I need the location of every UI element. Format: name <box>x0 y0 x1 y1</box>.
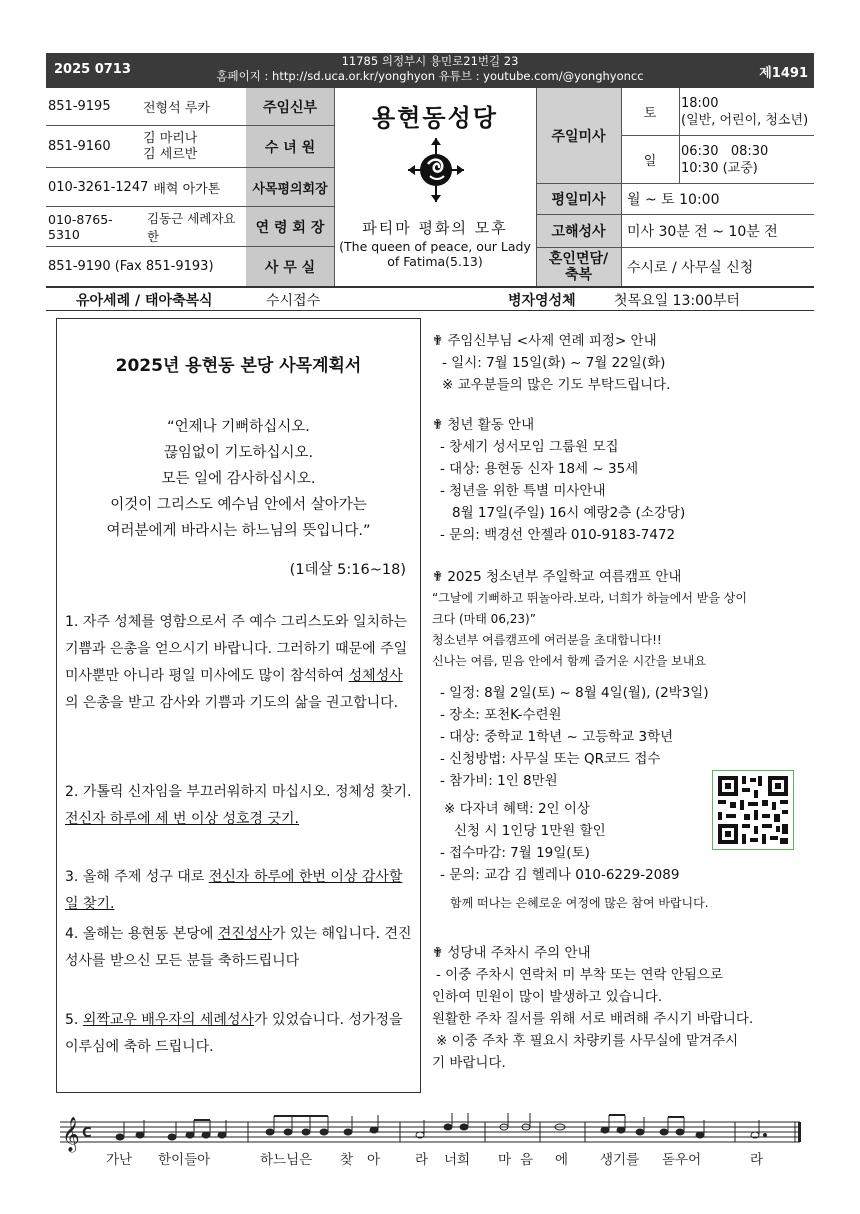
contact-phone: 851-9195 <box>48 99 111 114</box>
contact-row <box>46 247 246 286</box>
plan-item <box>65 921 415 975</box>
item-number: 3. <box>65 869 79 885</box>
notice-line: 원활한 주차 질서를 위해 서로 배려해 주시기 바랍니다. <box>432 1011 754 1027</box>
quote-line: “언제나 기뻐하십시오. <box>167 419 310 435</box>
notice-line: ※ 이중 주차 후 필요시 차량키를 사무실에 맡겨주시 <box>436 1033 739 1049</box>
divider <box>679 88 680 184</box>
saturday-label: 토 <box>621 88 679 136</box>
item-text: 가톨릭 신자임을 부끄러워하지 마십시오. 정체성 찾기. <box>82 784 412 800</box>
notice-line: - 청년을 위한 특별 미사안내 <box>440 483 606 499</box>
lyric: 너희 <box>444 1152 471 1168</box>
sunday-mass-time: 06:30 08:30 10:30 (교중) <box>679 136 814 184</box>
lyric: 에 <box>555 1152 569 1168</box>
notice-intro: “그날에 기뻐하고 뛰놀아라.보라, 너희가 하늘에서 받을 상이 <box>432 591 747 605</box>
notice-line: - 장소: 포천K-수련원 <box>440 707 562 723</box>
notice-retreat <box>432 330 812 396</box>
pastoral-plan-box <box>56 318 421 1093</box>
church-address-block <box>46 54 814 84</box>
issue-number: 제1491 <box>759 66 808 81</box>
plan-item <box>65 1007 415 1061</box>
notice-closing: 함께 떠나는 은혜로운 여정에 많은 참여 바랍니다. <box>450 896 709 910</box>
contact-phone: 010-8765-5310 <box>48 211 113 242</box>
notice-line: - 일정: 8월 2일(토) ~ 8월 4일(월), (2박3일) <box>440 685 709 701</box>
plan-item <box>65 609 415 717</box>
cross-icon: ✟ <box>432 569 444 585</box>
item-text: 가 있었습니다. 성가정을 이루심에 축하 드립니다. <box>65 1012 403 1055</box>
sunday-label: 일 <box>621 136 679 184</box>
plan-title: 2025년 용현동 본당 사목계획서 <box>115 356 362 376</box>
sick-communion-time: 첫목요일 13:00부터 <box>614 293 740 309</box>
contact-phone: 010-3261-1247 <box>48 179 149 195</box>
weekday-mass-time: 월 ~ 토 10:00 <box>621 184 814 215</box>
divider <box>536 88 537 286</box>
contact-name: 전형석 루카 <box>143 101 210 116</box>
quote-line: 이것이 그리스도 예수님 안에서 살아가는 <box>110 497 367 513</box>
wedding-info: 수시로 / 사무실 신청 <box>627 260 754 276</box>
sick-communion-label: 병자영성체 <box>508 293 576 309</box>
music-staff <box>60 1110 810 1170</box>
notice-line: 8월 17일(주일) 16시 예랑2층 (소강당) <box>452 505 686 521</box>
sunday-mass-label: 주일미사 <box>536 88 621 184</box>
lyric: 음 <box>520 1152 534 1168</box>
header-bar <box>46 53 814 88</box>
lyric: 라 <box>750 1152 764 1168</box>
wedding-label: 혼인면담/ 축복 <box>536 248 621 286</box>
notice-intro: 신나는 여름, 믿음 안에서 함께 즐거운 시간을 보내요 <box>432 654 706 668</box>
notice-line: - 이중 주차시 연락처 미 부착 또는 연락 안됨으로 <box>436 967 723 983</box>
item-emphasis: 전신자 하루에 세 번 이상 성호경 긋기. <box>65 811 300 827</box>
notice-line: - 접수마감: 7월 19일(토) <box>440 845 590 861</box>
patron-english: (The queen of peace, our Lady of Fatima(5.13) <box>339 239 531 269</box>
church-emblem-icon <box>404 136 468 204</box>
item-number: 5. <box>65 1012 79 1028</box>
contact-role: 연 령 회 장 <box>246 207 334 247</box>
contact-role: 주임신부 <box>246 88 334 126</box>
confession-time: 미사 30분 전 ~ 10분 전 <box>621 215 814 248</box>
info-table <box>46 88 814 286</box>
notice-parking <box>432 942 812 1074</box>
plan-quote <box>57 414 420 544</box>
saturday-mass-time: 18:00 (일반, 어린이, 청소년) <box>679 88 814 136</box>
contact-role: 사 무 실 <box>246 247 334 286</box>
infant-baptism-label: 유아세례 / 태아축복식 <box>76 293 213 309</box>
lyric: 하느님은 <box>260 1152 313 1168</box>
lyric: 한이들아 <box>158 1152 211 1168</box>
notice-title: 성당내 주차시 주의 안내 <box>447 945 591 961</box>
time-signature: C <box>82 1126 92 1141</box>
contact-name: 김 마리나 김 세르반 <box>143 130 198 162</box>
quote-line: 끊임없이 기도하십시오. <box>163 445 314 461</box>
quote-line: 여러분에게 바라시는 하느님의 뜻입니다.” <box>106 523 371 539</box>
notice-line: - 문의: 백경선 안젤라 010-9183-7472 <box>440 527 676 543</box>
item-text: 자주 성체를 영함으로서 주 예수 그리스도와 일치하는 기쁨과 은총을 얻으시기 바랍니다. 그러하기 때문에 주일 미사뿐만 아니라 평일 미사에도 많이 참석하여 <box>65 614 408 684</box>
contact-row <box>46 168 246 207</box>
weekday-mass-label: 평일미사 <box>536 184 621 215</box>
notice-title: 주임신부님 <사제 연례 피정> 안내 <box>447 333 657 349</box>
contact-phone: 851-9190 (Fax 851-9193) <box>48 259 214 274</box>
contact-name: 배혁 아가톤 <box>153 181 221 197</box>
item-number: 1. <box>65 614 79 630</box>
treble-clef-icon: 𝄞 <box>62 1117 80 1152</box>
notice-line: - 신청방법: 사무실 또는 QR코드 접수 <box>440 751 661 767</box>
notice-youth <box>432 414 812 546</box>
lyric: 라 <box>415 1152 429 1168</box>
cross-icon: ✟ <box>432 945 444 961</box>
notice-line: - 일시: 7월 15일(화) ~ 7월 22일(화) <box>442 355 666 371</box>
lyrics <box>106 1151 763 1168</box>
item-text: 올해는 용현동 본당에 <box>82 926 218 942</box>
divider <box>621 88 622 286</box>
lyric: 찾 <box>340 1152 354 1168</box>
notice-intro: 크다 (마태 06,23)” <box>432 612 536 626</box>
lyric: 생기를 <box>600 1152 640 1168</box>
item-emphasis: 전신자 하루에 한번 이상 감사할 일 찾기. <box>65 869 403 912</box>
item-number: 4. <box>65 926 79 942</box>
church-name: 용현동성당 <box>372 104 498 132</box>
sacrament-strip <box>46 286 814 311</box>
lyric: 아 <box>367 1152 381 1168</box>
lyric: 가난 <box>106 1152 133 1168</box>
notice-title: 청년 활동 안내 <box>447 417 535 433</box>
item-text: 의 은총을 받고 감사와 기쁨과 기도의 삶을 권고합니다. <box>65 695 399 711</box>
item-emphasis: 견진성사 <box>217 926 272 942</box>
qr-code-icon[interactable] <box>712 770 794 850</box>
notice-line: - 대상: 용현동 신자 18세 ~ 35세 <box>440 461 639 477</box>
contact-row <box>46 126 246 168</box>
lyric: 마 <box>498 1152 512 1168</box>
issue-date: 2025 0713 <box>54 62 131 77</box>
item-number: 2. <box>65 784 79 800</box>
infant-baptism-note: 수시접수 <box>266 293 321 309</box>
contact-role: 수 녀 원 <box>246 126 334 168</box>
cross-icon: ✟ <box>432 333 444 349</box>
contact-row <box>46 88 246 126</box>
notice-line: - 창세기 성서모임 그룹원 모집 <box>440 439 619 455</box>
notice-benefit: 신청 시 1인당 1만원 할인 <box>454 823 606 839</box>
quote-line: 모든 일에 감사하십시오. <box>161 471 316 487</box>
plan-item <box>65 779 415 833</box>
patron-title: 파티마 평화의 모후 <box>362 219 508 237</box>
contact-role: 사목평의회장 <box>246 168 334 207</box>
item-text: 가 있는 해입니다. 견진성사를 받으신 모든 분들 축하드립니다 <box>65 926 412 969</box>
notice-title: 2025 청소년부 주일학교 여름캠프 안내 <box>447 569 682 585</box>
notice-line: - 대상: 중학교 1학년 ~ 고등학교 3학년 <box>440 729 674 745</box>
lyric: 돋우어 <box>662 1152 702 1168</box>
contact-name: 김동근 세례자요한 <box>147 210 236 244</box>
notice-line: 기 바랍니다. <box>432 1055 506 1071</box>
notice-benefit: ※ 다자녀 혜택: 2인 이상 <box>444 801 590 817</box>
notice-line: 인하여 민원이 많이 발생하고 있습니다. <box>432 989 663 1005</box>
plan-item <box>65 864 415 918</box>
notice-line: - 참가비: 1인 8만원 <box>440 773 558 789</box>
quote-reference: (1데살 5:16~18) <box>289 562 406 578</box>
confession-label: 고해성사 <box>536 215 621 248</box>
contact-row <box>46 207 246 247</box>
item-emphasis: 성체성사 <box>348 668 403 684</box>
church-identity <box>334 88 536 286</box>
notice-intro: 청소년부 여름캠프에 여러분을 초대합니다!! <box>432 633 662 647</box>
church-address: 11785 의정부시 용민로21번길 23 <box>341 54 519 68</box>
contact-phone: 851-9160 <box>48 139 111 154</box>
notice-summer-camp <box>432 566 812 914</box>
church-web-links: 홈페이지 : http://sd.uca.or.kr/yonghyon 유튜브 : youtube.com/@yonghyoncc <box>216 69 644 83</box>
notice-line: - 문의: 교감 김 헬레나 010-6229-2089 <box>440 867 680 883</box>
item-emphasis: 외짝교우 배우자의 세례성사 <box>82 1012 255 1028</box>
item-text: 올해 주제 성구 대로 <box>82 869 209 885</box>
divider <box>334 88 335 286</box>
cross-icon: ✟ <box>432 417 444 433</box>
notice-line: ※ 교우분들의 많은 기도 부탁드립니다. <box>442 377 671 393</box>
